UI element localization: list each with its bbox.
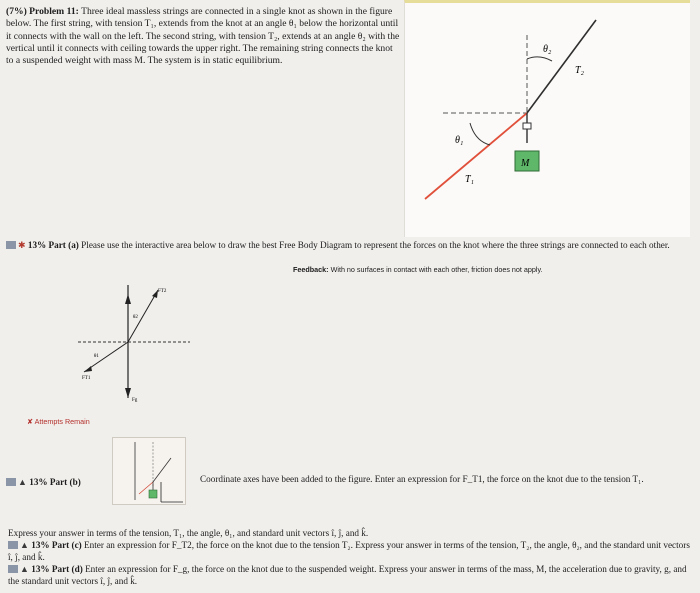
label-t1: T₁ <box>465 174 475 185</box>
theta1-arc <box>470 123 490 145</box>
fbd-up-arrowhead <box>125 294 131 304</box>
label-t2: T₂ <box>575 65 585 76</box>
part-c-label: 13% Part (c) <box>31 540 82 550</box>
warning-icon: ▲ <box>20 540 29 550</box>
fbd-label-fg: Fg <box>132 398 138 403</box>
part-c-text: Enter an expression for F_T2, the force on the knot due to the tension T₂. Express your answer in terms of the tension, T₂, the angle, θ₂, and the standard unit vectors î, ĵ, and k̂. <box>8 540 690 562</box>
part-a-label: 13% Part (a) <box>27 240 79 250</box>
warning-icon: ▲ <box>18 477 27 487</box>
string-t2 <box>527 20 596 113</box>
thumb-svg <box>113 438 185 504</box>
feedback <box>293 265 543 274</box>
part-b-label-row <box>6 477 81 489</box>
part-b-label: 13% Part (b) <box>29 477 81 487</box>
label-theta1: θ₁ <box>455 135 464 146</box>
part-b-figure-thumbnail[interactable] <box>112 437 186 505</box>
fbd-label-theta2: θ2 <box>133 315 138 320</box>
part-a <box>6 240 694 252</box>
part-d-text: Enter an expression for F_g, the force on the knot due to the suspended weight. Express your answer in terms of the mass, M, the acceleration due to gravity, g, and the standard unit vectors î, ĵ, and k̂. <box>8 564 687 586</box>
problem-prefix: (7%) Problem 11: <box>6 6 79 17</box>
label-m: M <box>521 158 530 169</box>
problem-figure <box>404 0 690 237</box>
problem-text: Three ideal massless strings are connected in a single knot as shown in the figure below. The first string, with tension T₁, extends from the knot at an angle θ₁ below the horizontal until it connects with the wall on the left. The second string, with tension T₂, extends at an angle θ₂ with the vertical until it connects with ceiling towards the upper right. The remaining string connects the knot to a suspended weight with mass M. The system is in static equilibrium. <box>6 6 400 67</box>
thumb-weight-block <box>149 490 157 498</box>
thumb-string-t2 <box>153 458 171 482</box>
star-icon: ✱ <box>18 240 26 250</box>
hook-icon <box>523 123 531 129</box>
string-t1 <box>425 113 527 199</box>
page-icon <box>6 478 16 486</box>
fbd-label-theta1: θ1 <box>94 354 99 359</box>
free-body-drawing-area[interactable] <box>60 280 200 410</box>
feedback-text: With no surfaces in contact with each other, friction does not apply. <box>330 265 543 274</box>
part-c <box>8 540 694 563</box>
warning-icon: ▲ <box>20 564 29 574</box>
page-icon <box>8 565 18 573</box>
part-b-express: Express your answer in terms of the tension, T₁, the angle, θ₁, and standard unit vectors î, ĵ, and k̂. <box>8 528 369 538</box>
problem-statement <box>6 6 402 67</box>
page-icon <box>8 541 18 549</box>
fbd-label-ft1: FT1 <box>82 376 91 381</box>
fbd-fg-arrowhead <box>125 388 131 398</box>
fbd-label-ft2: FT2 <box>158 289 167 294</box>
part-d <box>8 564 694 587</box>
fbd-svg <box>60 280 200 410</box>
part-b-text: Coordinate axes have been added to the figure. Enter an expression for F_T1, the force on the knot due to the tension T₁. <box>200 474 644 484</box>
page-icon <box>6 241 16 249</box>
part-a-text: Please use the interactive area below to draw the best Free Body Diagram to represent the forces on the knot where the three strings are connected to each other. <box>81 240 670 250</box>
fbd-ft1-arrowhead <box>84 366 92 372</box>
theta2-arc <box>527 57 552 61</box>
attempts-remaining: ✘ Attempts Remain <box>27 417 90 426</box>
label-theta2: θ₂ <box>543 44 552 55</box>
figure-svg <box>405 3 690 237</box>
feedback-label: Feedback: <box>293 265 329 274</box>
part-d-label: 13% Part (d) <box>31 564 83 574</box>
